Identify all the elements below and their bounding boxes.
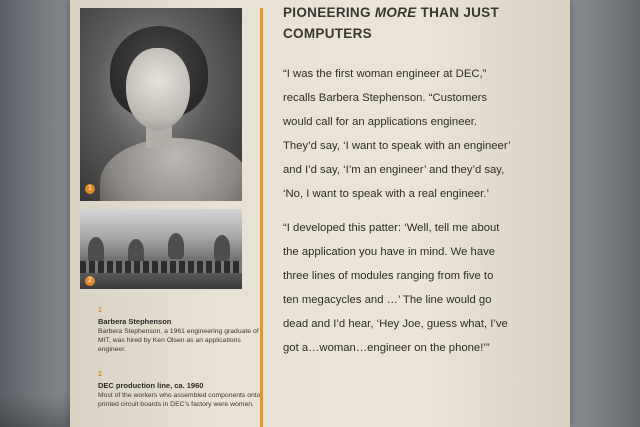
quote-paragraph-1 xyxy=(283,62,558,206)
quote-line: three lines of modules ranging from five to xyxy=(283,270,494,282)
quote-line: would call for an applications engineer. xyxy=(283,116,478,128)
quote-line: recalls Barbera Stephenson. “Customers xyxy=(283,92,488,104)
orange-divider xyxy=(260,8,263,427)
caption-1-body: Barbera Stephenson, a 1961 engineering graduate of MIT, was hired by Ken Olsen as an applications engineer. xyxy=(98,328,259,353)
panel-heading xyxy=(283,2,553,44)
quote-line: got a…woman…engineer on the phone!’” xyxy=(283,342,490,354)
portrait-face xyxy=(126,48,190,130)
quote-paragraph-2 xyxy=(283,216,558,360)
heading-line-1 xyxy=(283,2,553,23)
right-wall xyxy=(560,0,640,427)
worker-figure xyxy=(168,233,184,259)
caption-2-number: 2 xyxy=(98,371,102,378)
heading-emphasis: MORE xyxy=(374,5,417,20)
assembly-bench xyxy=(80,261,242,273)
quote-line: ten megacycles and …’ The line would go xyxy=(283,294,492,306)
heading-suffix: THAN JUST xyxy=(416,5,500,20)
caption-2-body: Most of the workers who assembled components onto printed circuit boards in DEC’s factory were women. xyxy=(98,392,261,408)
production-line-photo xyxy=(80,209,242,289)
worker-figure xyxy=(88,237,104,263)
quote-line: the application you have in mind. We have xyxy=(283,246,496,258)
floor-shadow xyxy=(0,395,70,427)
heading-line-2: COMPUTERS xyxy=(283,26,372,41)
portrait-photo xyxy=(80,8,242,201)
heading-prefix: PIONEERING xyxy=(283,5,375,20)
caption-2-title: DEC production line, ca. 1960 xyxy=(98,381,204,390)
quote-line: dead and I’d hear, ‘Hey Joe, guess what, I’ve xyxy=(283,318,508,330)
caption-1-number: 1 xyxy=(98,307,102,314)
quote-line: “I was the first woman engineer at DEC,” xyxy=(283,68,487,80)
quote-line: “I developed this patter: ‘Well, tell me about xyxy=(283,222,500,234)
quote-line: They’d say, ‘I want to speak with an engineer’ xyxy=(283,140,511,152)
production-line-badge: 2 xyxy=(85,276,95,286)
quote-line: and I’d say, ‘I’m an engineer’ and they’d say, xyxy=(283,164,505,176)
portrait-badge: 1 xyxy=(85,184,95,194)
caption-1-title: Barbera Stephenson xyxy=(98,317,172,326)
worker-figure xyxy=(214,235,230,261)
quote-line: ‘No, I want to speak with a real engineer.’ xyxy=(283,188,489,200)
